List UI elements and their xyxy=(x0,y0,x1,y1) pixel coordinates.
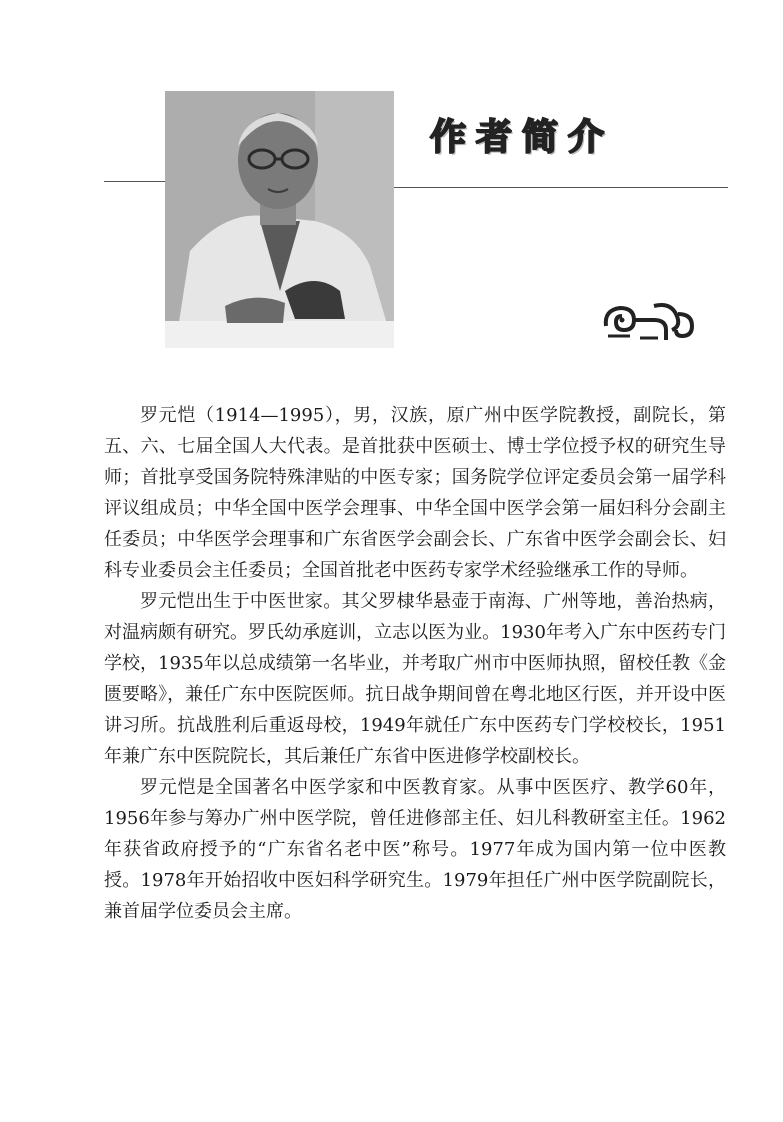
right-rule xyxy=(384,187,728,188)
author-photo xyxy=(165,91,394,348)
author-biography xyxy=(104,400,726,927)
paragraph-background: 罗元恺出生于中医世家。其父罗棣华悬壶于南海、广州等地，善治热病，对温病颇有研究。罗氏幼承庭训，立志以医为业。1930年考入广东中医药专门学校，1935年以总成绩第一名毕业，并考取广州市中医师执照，留校任教《金匮要略》，兼任广东中医院医师。抗日战争期间曾在粤北地区行医，并开设中医讲习所。抗战胜利后重返母校，1949年就任广东中医药专门学校校长，1951年兼广东中医院院长，其后兼任广东省中医进修学校副校长。 xyxy=(104,591,726,767)
portrait-illustration xyxy=(165,91,394,348)
section-title: 作者简介 xyxy=(430,116,615,158)
left-rule xyxy=(104,181,166,182)
dragon-ornament-icon xyxy=(600,296,696,346)
paragraph-career: 罗元恺（1914—1995），男，汉族，原广州中医学院教授，副院长，第五、六、七届全国人大代表。是首批获中医硕士、博士学位授予权的研究生导师；首批享受国务院特殊津贴的中医专家；国务院学位评定委员会第一届学科评议组成员；中华全国中医学会理事、中华全国中医学会第一届妇科分会副主任委员；中华医学会理事和广东省医学会副会长、广东省中医学会副会长、妇科专业委员会主任委员；全国首批老中医药专家学术经验继承工作的导师。 xyxy=(104,405,726,581)
paragraph-achievements: 罗元恺是全国著名中医学家和中医教育家。从事中医医疗、教学60年，1956年参与筹办广州中医学院，曾任进修部主任、妇儿科教研室主任。1962年获省政府授予的“广东省名老中医”称号。1977年成为国内第一位中医教授。1978年开始招收中医妇科学研究生。1979年担任广州中医学院副院长，兼首届学位委员会主席。 xyxy=(104,777,726,922)
